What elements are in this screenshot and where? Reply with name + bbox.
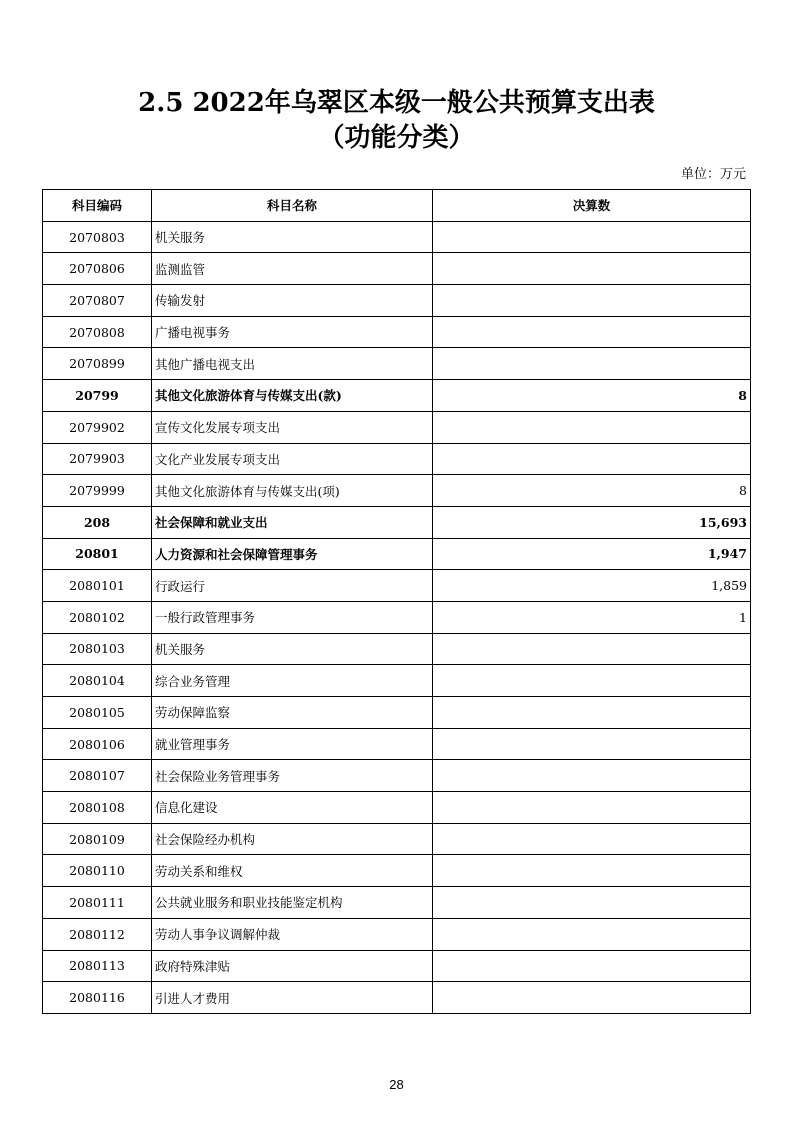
amount-cell — [433, 253, 751, 285]
table-row — [43, 348, 751, 380]
name-cell: 劳动人事争议调解仲裁 — [152, 918, 433, 950]
name-cell: 劳动关系和维权 — [152, 855, 433, 887]
code-cell: 2070807 — [43, 285, 152, 317]
amount-cell — [433, 443, 751, 475]
table-row — [43, 601, 751, 633]
amount-cell — [433, 950, 751, 982]
amount-cell — [433, 855, 751, 887]
code-cell: 2080106 — [43, 728, 152, 760]
code-cell: 2080104 — [43, 665, 152, 697]
name-cell: 其他广播电视支出 — [152, 348, 433, 380]
table-row — [43, 823, 751, 855]
amount-cell — [433, 760, 751, 792]
unit-label: 单位：万元 — [680, 167, 746, 182]
code-cell: 2080102 — [43, 601, 152, 633]
code-cell: 2080116 — [43, 982, 152, 1014]
code-cell: 20799 — [43, 380, 152, 412]
table-row — [43, 316, 751, 348]
amount-cell — [433, 221, 751, 253]
name-cell: 其他文化旅游体育与传媒支出(款) — [152, 380, 433, 412]
code-cell: 2080105 — [43, 697, 152, 729]
code-cell: 2080112 — [43, 918, 152, 950]
table-row — [43, 443, 751, 475]
name-cell: 监测监管 — [152, 253, 433, 285]
amount-cell — [433, 982, 751, 1014]
amount-cell — [433, 633, 751, 665]
table-row — [43, 982, 751, 1014]
amount-cell: 8 — [433, 380, 751, 412]
amount-cell — [433, 887, 751, 919]
name-cell: 文化产业发展专项支出 — [152, 443, 433, 475]
header-code: 科目编码 — [43, 190, 152, 222]
table-row — [43, 253, 751, 285]
table-row — [43, 285, 751, 317]
budget-table — [42, 189, 751, 1014]
code-cell: 2070808 — [43, 316, 152, 348]
code-cell: 2080111 — [43, 887, 152, 919]
name-cell: 社会保险经办机构 — [152, 823, 433, 855]
page-subtitle: （功能分类） — [318, 123, 475, 153]
code-cell: 2070803 — [43, 221, 152, 253]
code-cell: 2080110 — [43, 855, 152, 887]
amount-cell — [433, 823, 751, 855]
table-row — [43, 633, 751, 665]
name-cell: 宣传文化发展专项支出 — [152, 411, 433, 443]
code-cell: 2080103 — [43, 633, 152, 665]
table-row — [43, 665, 751, 697]
name-cell: 传输发射 — [152, 285, 433, 317]
name-cell: 政府特殊津贴 — [152, 950, 433, 982]
amount-cell — [433, 697, 751, 729]
code-cell: 2070899 — [43, 348, 152, 380]
name-cell: 社会保障和就业支出 — [152, 506, 433, 538]
header-name: 科目名称 — [152, 190, 433, 222]
page-number: 28 — [389, 1077, 404, 1092]
code-cell: 2079902 — [43, 411, 152, 443]
page-title: 2.5 2022年乌翠区本级一般公共预算支出表 — [138, 88, 655, 118]
table-row — [43, 728, 751, 760]
code-cell: 2080101 — [43, 570, 152, 602]
name-cell: 公共就业服务和职业技能鉴定机构 — [152, 887, 433, 919]
amount-cell: 15,693 — [433, 506, 751, 538]
name-cell: 综合业务管理 — [152, 665, 433, 697]
amount-cell: 1 — [433, 601, 751, 633]
table-body — [43, 221, 751, 1013]
code-cell: 20801 — [43, 538, 152, 570]
amount-cell: 8 — [433, 475, 751, 507]
amount-cell — [433, 665, 751, 697]
table-row — [43, 570, 751, 602]
table-row — [43, 760, 751, 792]
table-row — [43, 411, 751, 443]
amount-cell — [433, 348, 751, 380]
amount-cell — [433, 285, 751, 317]
name-cell: 人力资源和社会保障管理事务 — [152, 538, 433, 570]
name-cell: 引进人才费用 — [152, 982, 433, 1014]
table-row — [43, 887, 751, 919]
code-cell: 208 — [43, 506, 152, 538]
amount-cell — [433, 316, 751, 348]
amount-cell — [433, 792, 751, 824]
header-amount: 决算数 — [433, 190, 751, 222]
name-cell: 信息化建设 — [152, 792, 433, 824]
table-row — [43, 697, 751, 729]
table-row — [43, 221, 751, 253]
code-cell: 2070806 — [43, 253, 152, 285]
name-cell: 社会保险业务管理事务 — [152, 760, 433, 792]
table-row — [43, 475, 751, 507]
name-cell: 广播电视事务 — [152, 316, 433, 348]
amount-cell: 1,947 — [433, 538, 751, 570]
name-cell: 劳动保障监察 — [152, 697, 433, 729]
table-row — [43, 918, 751, 950]
code-cell: 2080108 — [43, 792, 152, 824]
name-cell: 一般行政管理事务 — [152, 601, 433, 633]
code-cell: 2080107 — [43, 760, 152, 792]
code-cell: 2079903 — [43, 443, 152, 475]
amount-cell — [433, 728, 751, 760]
table-row — [43, 792, 751, 824]
code-cell: 2079999 — [43, 475, 152, 507]
amount-cell: 1,859 — [433, 570, 751, 602]
code-cell: 2080113 — [43, 950, 152, 982]
table-row — [43, 855, 751, 887]
table-row — [43, 950, 751, 982]
name-cell: 机关服务 — [152, 633, 433, 665]
table-header-row — [43, 190, 751, 222]
amount-cell — [433, 411, 751, 443]
code-cell: 2080109 — [43, 823, 152, 855]
table-row — [43, 380, 751, 412]
name-cell: 行政运行 — [152, 570, 433, 602]
amount-cell — [433, 918, 751, 950]
name-cell: 其他文化旅游体育与传媒支出(项) — [152, 475, 433, 507]
name-cell: 就业管理事务 — [152, 728, 433, 760]
name-cell: 机关服务 — [152, 221, 433, 253]
table-row — [43, 538, 751, 570]
table-row — [43, 506, 751, 538]
